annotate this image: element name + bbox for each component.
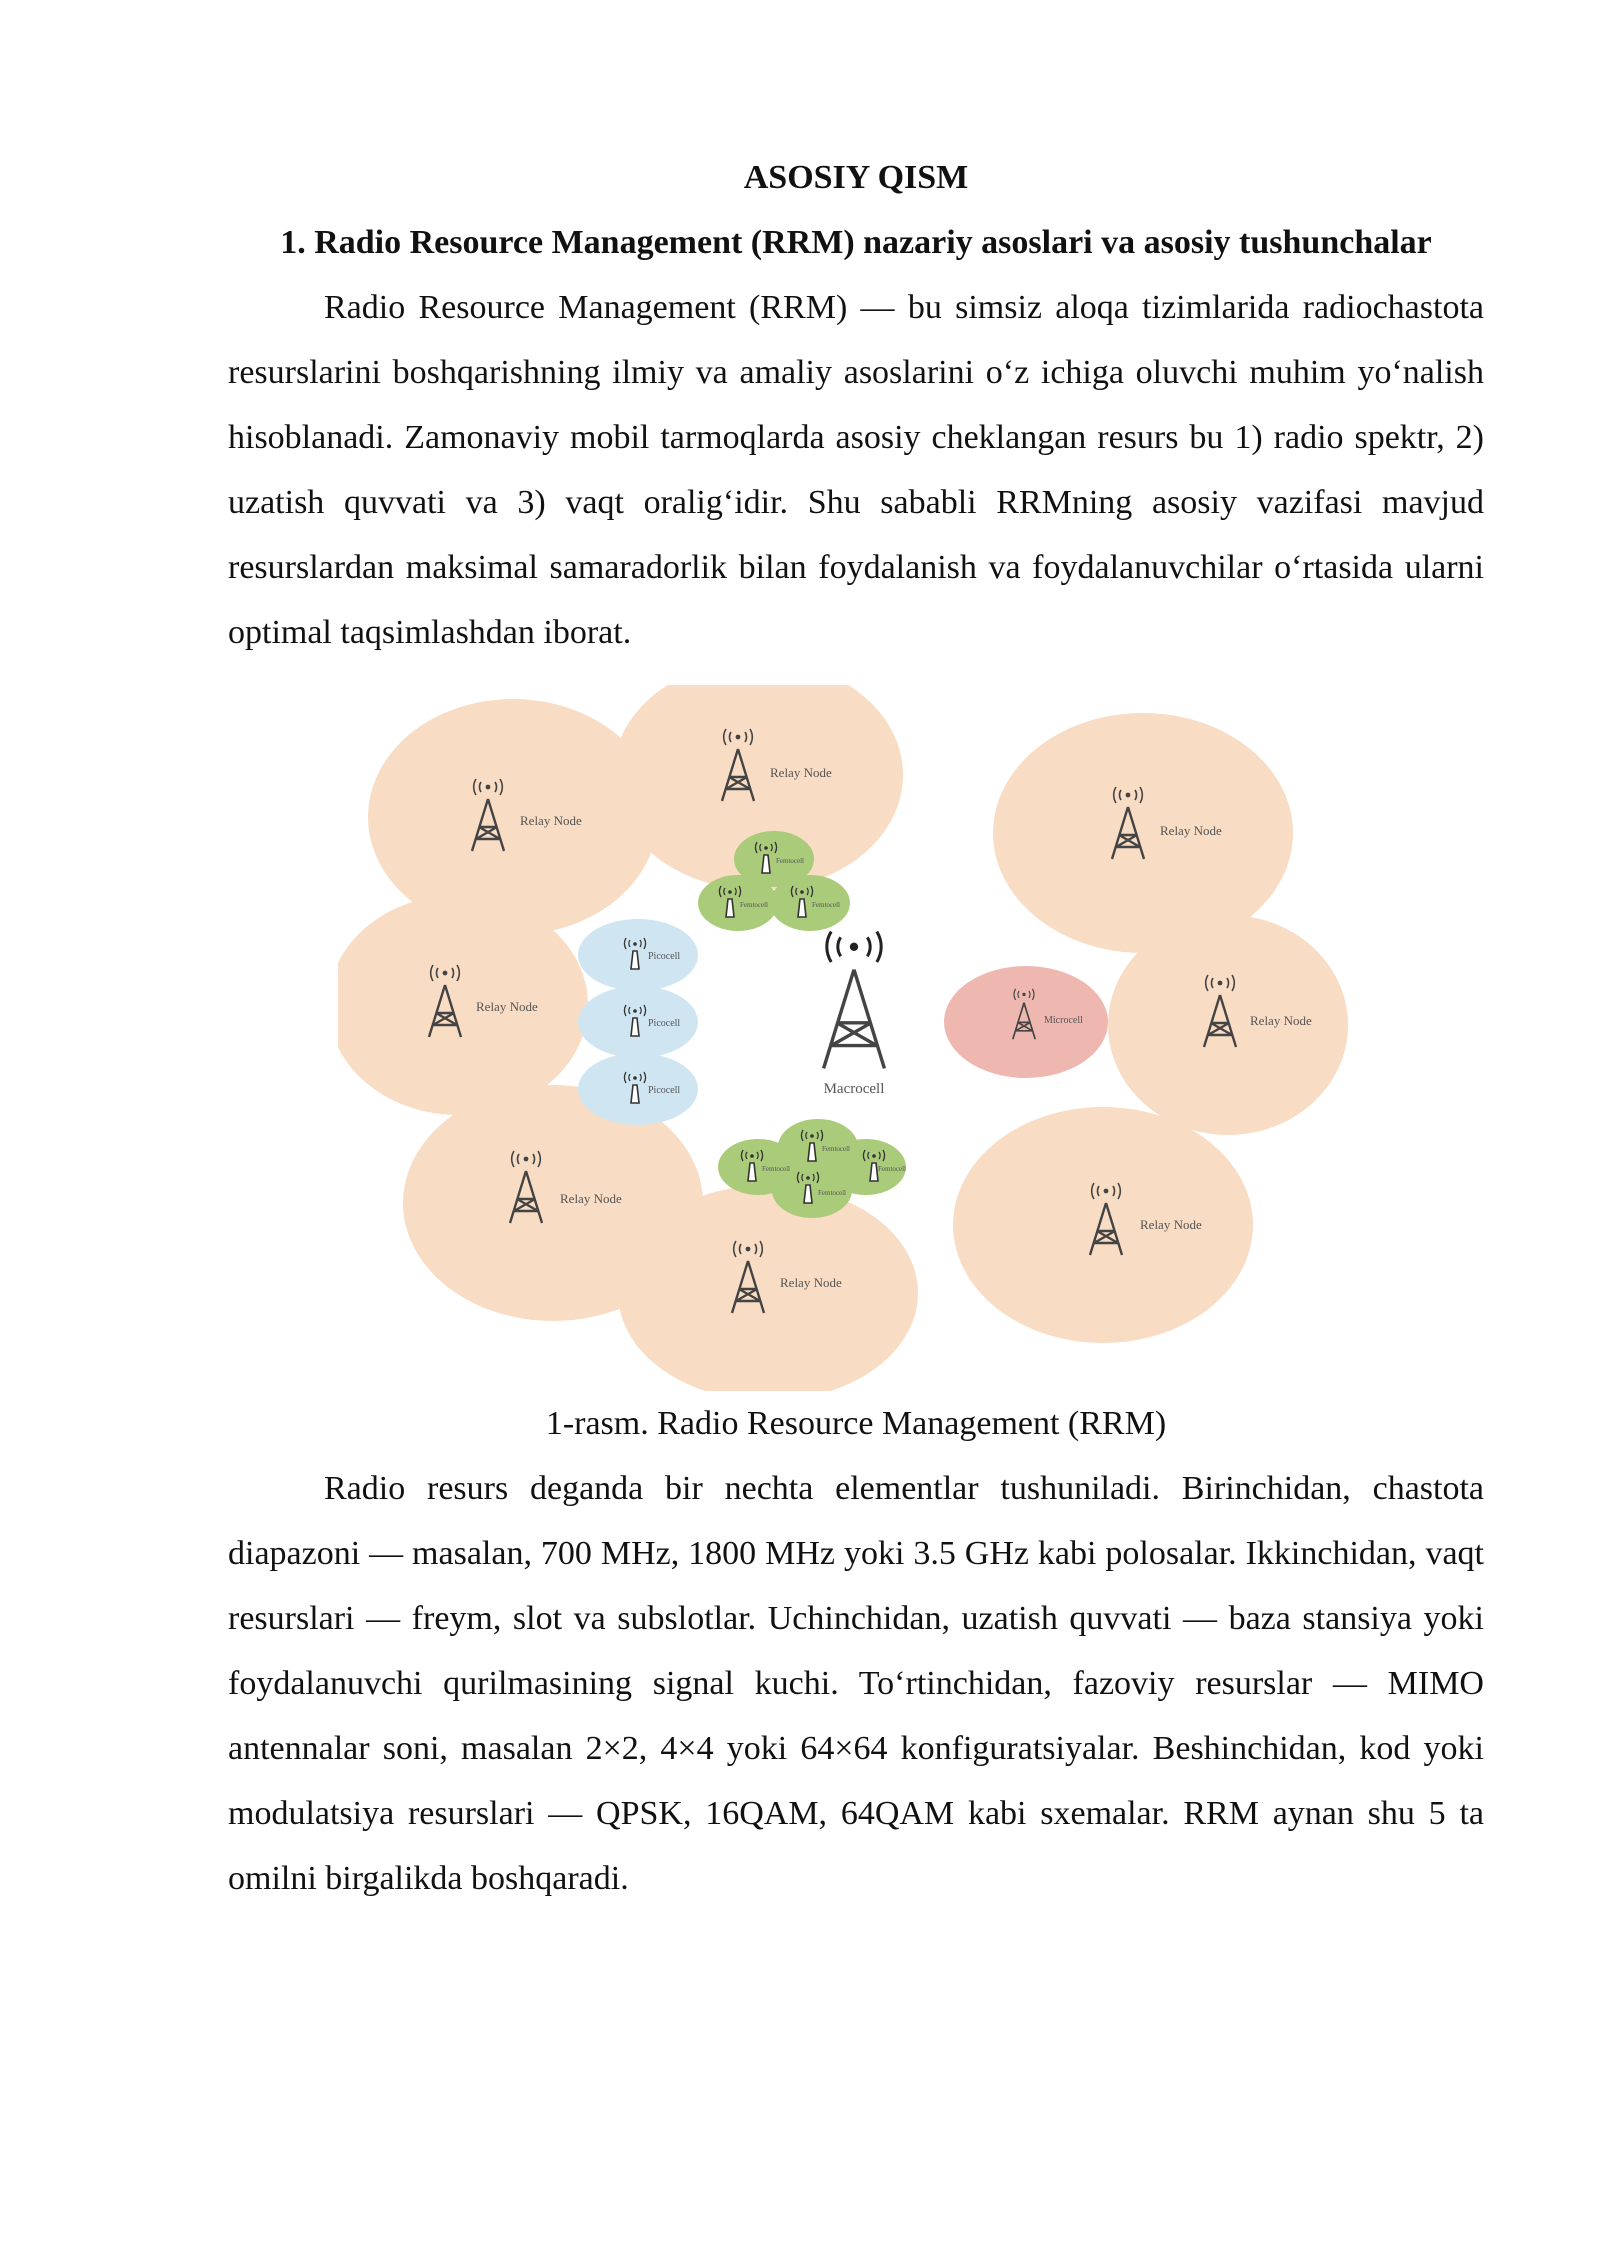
relay-node-label: Relay Node [770,765,832,780]
picocell-2 [578,986,698,1058]
macrocell-label: Macrocell [823,1081,885,1097]
relay-cell-left [338,895,588,1115]
relay-node-label: Relay Node [780,1275,842,1290]
network-diagram [338,685,1358,1391]
femtocell-label: Femtocell [878,1165,906,1173]
relay-cell-bottom [618,1185,918,1391]
section-heading: ASOSIY QISM [743,159,969,196]
figure-caption: 1-rasm. Radio Resource Management (RRM) [545,1405,1167,1442]
relay-cell-top-left [368,699,658,935]
microcell-label: Microcell [1044,1015,1083,1026]
microcell [944,966,1108,1078]
femtocell-label: Femtocell [740,901,768,909]
relay-node-label: Relay Node [560,1191,622,1206]
macrocell [786,932,922,1107]
picocell-3 [578,1053,698,1125]
femtocell-label: Femtocell [812,901,840,909]
picocell-label: Picocell [648,1018,681,1029]
figure-rrm-network [228,685,1484,1391]
picocell-1 [578,919,698,991]
paragraph-intro: Radio Resource Management (RRM) — bu simsiz aloqa tizimlarida radiochastota resurslarini boshqarishning ilmiy va amaliy asoslarini o‘z ichiga oluvchi muhim yo‘nalish hisoblanadi. Zamonaviy mobil tarmoqlarda asosiy cheklangan resurs bu 1) radio spektr, 2) uzatish quvvati va 3) vaqt oralig‘idir. Shu sababli RRMning asosiy vazifasi mavjud resurslardan maksimal samaradorlik bilan foydalanish va foydalanuvchilar o‘rtasida ularni optimal taqsimlashdan iborat. [228,289,1484,651]
picocell-label: Picocell [648,1085,681,1096]
relay-node-label: Relay Node [1140,1217,1202,1232]
relay-node-label: Relay Node [1160,823,1222,838]
femtocell-label: Femtocell [822,1145,850,1153]
relay-node-label: Relay Node [476,999,538,1014]
relay-cell-bottom-right [953,1107,1253,1343]
picocell-label: Picocell [648,951,681,962]
femtocell-label: Femtocell [762,1165,790,1173]
relay-node-label: Relay Node [1250,1013,1312,1028]
paragraph-resources: Radio resurs deganda bir nechta elementlar tushuniladi. Birinchidan, chastota diapazoni — masalan, 700 MHz, 1800 MHz yoki 3.5 GHz kabi polosalar. Ikkinchidan, vaqt resurslari — freym, slot va subslotlar. Uchinchidan, uzatish quvvati — baza stansiya yoki foydalanuvchi qurilmasining signal kuchi. To‘rtinchidan, fazoviy resurslar — MIMO antennalar soni, masalan 2×2, 4×4 yoki 64×64 konfiguratsiyalar. Beshinchidan, kod yoki modulatsiya resurslari — QPSK, 16QAM, 64QAM kabi sxemalar. RRM aynan shu 5 ta omilni birgalikda boshqaradi. [228,1470,1484,1897]
relay-node-label: Relay Node [520,813,582,828]
section-subheading: 1. Radio Resource Management (RRM) nazariy asoslari va asosiy tushunchalar [280,224,1432,261]
femtocell-label: Femtocell [776,857,804,865]
page-content [228,145,1484,1911]
relay-cell-right [1108,915,1348,1135]
femtocell-label: Femtocell [818,1189,846,1197]
